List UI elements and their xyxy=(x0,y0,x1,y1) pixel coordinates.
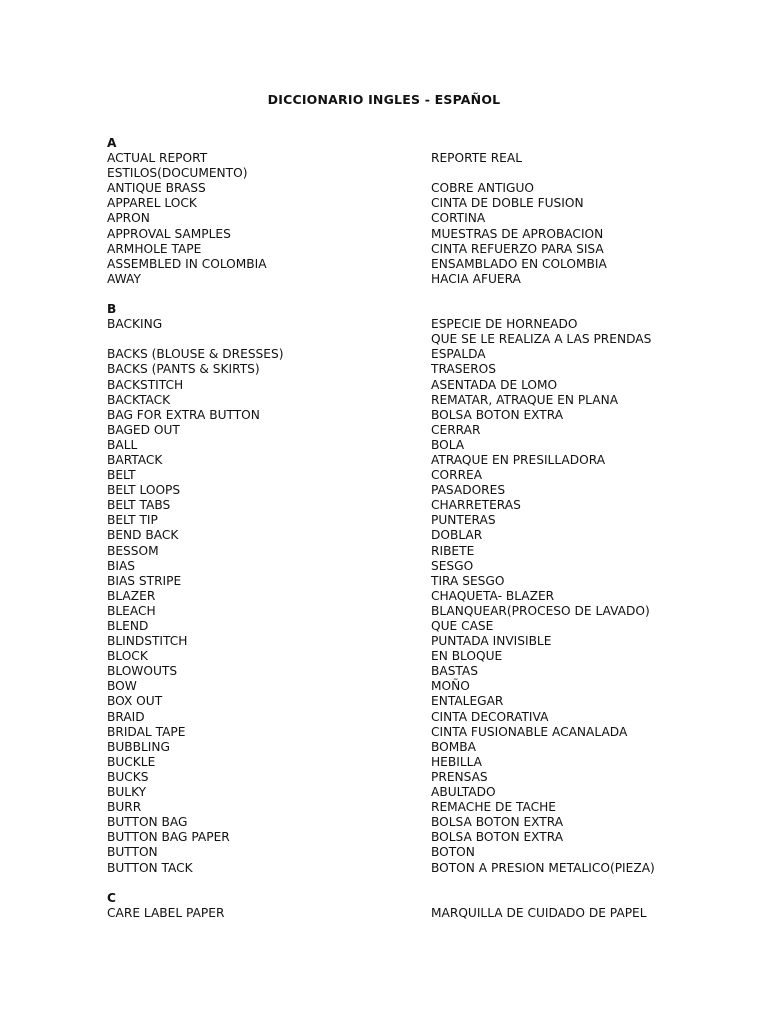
spanish-translation: ESPALDA xyxy=(431,347,486,362)
section-header xyxy=(107,136,727,151)
spanish-translation: DOBLAR xyxy=(431,528,483,543)
english-term: BRIDAL TAPE xyxy=(107,724,186,739)
english-term: CARE LABEL PAPER xyxy=(107,905,225,920)
spanish-translation: MOÑO xyxy=(431,679,470,694)
dictionary-row xyxy=(107,619,727,634)
spanish-translation: COBRE ANTIGUO xyxy=(431,181,534,196)
spanish-translation: REMATAR, ATRAQUE EN PLANA xyxy=(431,392,619,407)
spanish-translation: BOLSA BOTON EXTRA xyxy=(431,407,564,422)
spanish-translation: ABULTADO xyxy=(431,785,496,800)
dictionary-row xyxy=(107,785,727,800)
spanish-translation: CINTA FUSIONABLE ACANALADA xyxy=(431,724,628,739)
dictionary-row xyxy=(107,211,727,226)
spanish-translation: QUE SE LE REALIZA A LAS PRENDAS xyxy=(431,332,652,347)
english-term: BUTTON BAG xyxy=(107,815,188,830)
english-term: ANTIQUE BRASS xyxy=(107,181,206,196)
english-term: ASSEMBLED IN COLOMBIA xyxy=(107,256,267,271)
section-header xyxy=(107,302,727,317)
spanish-translation: ATRAQUE EN PRESILLADORA xyxy=(431,452,606,467)
dictionary-row xyxy=(107,528,727,543)
dictionary-row xyxy=(107,257,727,272)
spanish-translation: BOMBA xyxy=(431,739,476,754)
english-term: BIAS xyxy=(107,558,136,573)
dictionary-row xyxy=(107,694,727,709)
english-term: BELT xyxy=(107,468,136,483)
dictionary-row xyxy=(107,483,727,498)
spanish-translation: BOLSA BOTON EXTRA xyxy=(431,815,564,830)
spanish-translation: CORTINA xyxy=(431,211,486,226)
english-term: BACKSTITCH xyxy=(107,377,184,392)
dictionary-row xyxy=(107,378,727,393)
dictionary-entries xyxy=(107,136,727,921)
spanish-translation: RIBETE xyxy=(431,543,475,558)
english-term: BUBBLING xyxy=(107,739,170,754)
dictionary-row xyxy=(107,317,727,332)
english-term: BEND BACK xyxy=(107,528,179,543)
spanish-translation: SESGO xyxy=(431,558,474,573)
english-term: ARMHOLE TAPE xyxy=(107,241,202,256)
english-term: BELT TIP xyxy=(107,513,158,528)
english-term: BACKS (BLOUSE & DRESSES) xyxy=(107,347,284,362)
dictionary-row xyxy=(107,861,727,876)
dictionary-row xyxy=(107,845,727,860)
dictionary-row xyxy=(107,362,727,377)
document-title: DICCIONARIO INGLES - ESPAÑOL xyxy=(267,92,501,107)
spanish-translation: HACIA AFUERA xyxy=(431,271,521,286)
dictionary-row xyxy=(107,815,727,830)
dictionary-row xyxy=(107,438,727,453)
spanish-translation: ENSAMBLADO EN COLOMBIA xyxy=(431,256,607,271)
spanish-translation: CHAQUETA- BLAZER xyxy=(431,588,555,603)
english-term: BUTTON xyxy=(107,845,158,860)
section-spacer xyxy=(107,287,727,302)
spanish-translation: CINTA DECORATIVA xyxy=(431,709,549,724)
dictionary-row xyxy=(107,498,727,513)
spanish-translation: PRENSAS xyxy=(431,769,488,784)
dictionary-row xyxy=(107,332,727,347)
english-term: BLOCK xyxy=(107,649,148,664)
english-term: BACKTACK xyxy=(107,392,171,407)
spanish-translation: CERRAR xyxy=(431,422,481,437)
dictionary-row xyxy=(107,181,727,196)
spanish-translation: PASADORES xyxy=(431,483,506,498)
dictionary-row xyxy=(107,604,727,619)
english-term: APRON xyxy=(107,211,150,226)
dictionary-row xyxy=(107,513,727,528)
section-spacer xyxy=(107,876,727,891)
english-term: BESSOM xyxy=(107,543,159,558)
english-term: BOW xyxy=(107,679,137,694)
english-term: BLEACH xyxy=(107,603,156,618)
spanish-translation: REPORTE REAL xyxy=(431,151,523,166)
spanish-translation: EN BLOQUE xyxy=(431,649,503,664)
dictionary-row xyxy=(107,453,727,468)
dictionary-row xyxy=(107,649,727,664)
dictionary-row xyxy=(107,544,727,559)
dictionary-row xyxy=(107,196,727,211)
dictionary-row xyxy=(107,408,727,423)
dictionary-row xyxy=(107,423,727,438)
english-term: BAGED OUT xyxy=(107,422,180,437)
english-term: BARTACK xyxy=(107,452,163,467)
english-term: BLEND xyxy=(107,619,149,633)
spanish-translation: BASTAS xyxy=(431,664,479,679)
english-term: BUTTON BAG PAPER xyxy=(107,830,230,845)
spanish-translation: QUE CASE xyxy=(431,619,494,633)
dictionary-row xyxy=(107,755,727,770)
dictionary-row xyxy=(107,468,727,483)
english-term: ESTILOS(DOCUMENTO) xyxy=(107,166,248,181)
dictionary-row xyxy=(107,725,727,740)
dictionary-row xyxy=(107,151,727,166)
section-letter: B xyxy=(107,302,117,317)
english-term: BURR xyxy=(107,800,142,815)
english-term: BLAZER xyxy=(107,588,156,603)
english-term: BLINDSTITCH xyxy=(107,634,188,649)
english-term: BALL xyxy=(107,437,138,452)
english-term: AWAY xyxy=(107,271,141,286)
section-header xyxy=(107,891,727,906)
dictionary-row xyxy=(107,800,727,815)
english-term: BACKING xyxy=(107,317,163,332)
spanish-translation: ENTALEGAR xyxy=(431,694,504,709)
english-term: APPROVAL SAMPLES xyxy=(107,226,231,241)
dictionary-row xyxy=(107,166,727,181)
english-term: BUTTON TACK xyxy=(107,860,193,875)
dictionary-row xyxy=(107,574,727,589)
spanish-translation: CINTA DE DOBLE FUSION xyxy=(431,196,584,211)
english-term: BAG FOR EXTRA BUTTON xyxy=(107,407,260,422)
dictionary-row xyxy=(107,272,727,287)
section-letter: C xyxy=(107,890,116,905)
english-term: BUCKLE xyxy=(107,754,156,769)
spanish-translation: ASENTADA DE LOMO xyxy=(431,377,558,392)
english-term: ACTUAL REPORT xyxy=(107,151,208,166)
spanish-translation: BOTON xyxy=(431,845,475,860)
dictionary-row xyxy=(107,634,727,649)
spanish-translation: CINTA REFUERZO PARA SISA xyxy=(431,241,604,256)
spanish-translation: BOTON A PRESION METALICO(PIEZA) xyxy=(431,860,655,875)
english-term: BELT LOOPS xyxy=(107,483,181,498)
english-term: BELT TABS xyxy=(107,498,171,513)
spanish-translation: BOLA xyxy=(431,437,465,452)
spanish-translation: TRASEROS xyxy=(431,362,496,377)
spanish-translation: PUNTADA INVISIBLE xyxy=(431,634,552,649)
dictionary-row xyxy=(107,740,727,755)
dictionary-row xyxy=(107,347,727,362)
spanish-translation: BOLSA BOTON EXTRA xyxy=(431,830,564,845)
spanish-translation: CORREA xyxy=(431,468,483,483)
english-term: BLOWOUTS xyxy=(107,664,178,679)
dictionary-row xyxy=(107,393,727,408)
dictionary-row xyxy=(107,664,727,679)
english-term: BOX OUT xyxy=(107,694,163,709)
english-term: APPAREL LOCK xyxy=(107,196,197,211)
spanish-translation: CHARRETERAS xyxy=(431,498,521,513)
spanish-translation: BLANQUEAR(PROCESO DE LAVADO) xyxy=(431,603,650,618)
spanish-translation: HEBILLA xyxy=(431,754,483,769)
english-term: BUCKS xyxy=(107,769,149,784)
english-term: BIAS STRIPE xyxy=(107,573,182,588)
dictionary-row xyxy=(107,679,727,694)
dictionary-row xyxy=(107,710,727,725)
spanish-translation: MUESTRAS DE APROBACION xyxy=(431,226,604,241)
dictionary-row xyxy=(107,589,727,604)
dictionary-row xyxy=(107,559,727,574)
spanish-translation: ESPECIE DE HORNEADO xyxy=(431,317,578,332)
dictionary-row xyxy=(107,906,727,921)
spanish-translation: REMACHE DE TACHE xyxy=(431,800,557,815)
english-term: BULKY xyxy=(107,785,147,800)
spanish-translation: MARQUILLA DE CUIDADO DE PAPEL xyxy=(431,905,647,920)
dictionary-row xyxy=(107,227,727,242)
spanish-translation: PUNTERAS xyxy=(431,513,496,528)
english-term: BACKS (PANTS & SKIRTS) xyxy=(107,362,260,377)
english-term: BRAID xyxy=(107,709,145,724)
dictionary-row xyxy=(107,242,727,257)
section-letter: A xyxy=(107,136,117,150)
spanish-translation: TIRA SESGO xyxy=(431,573,505,588)
dictionary-row xyxy=(107,770,727,785)
dictionary-row xyxy=(107,830,727,845)
